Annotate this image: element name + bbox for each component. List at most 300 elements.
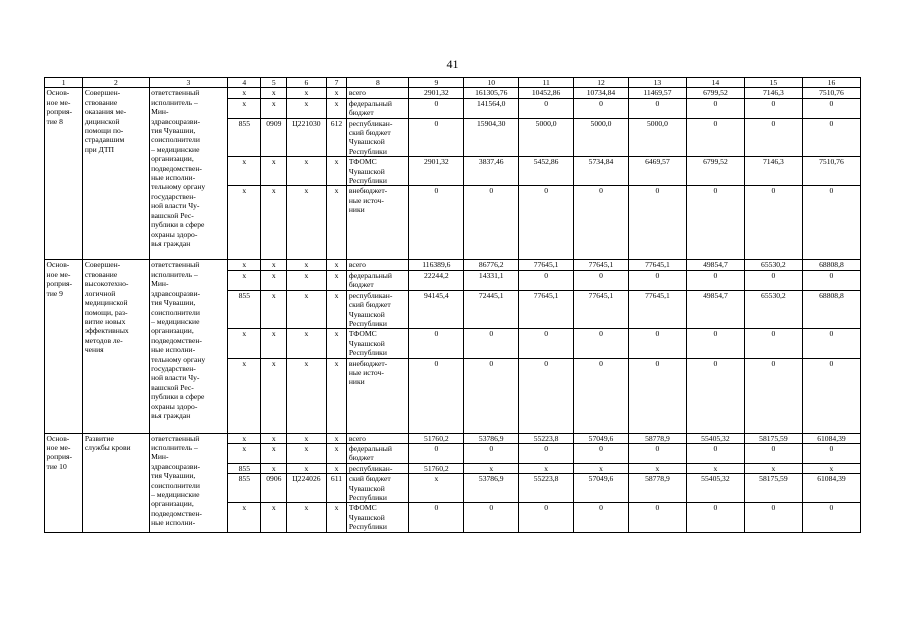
amount-cell: х	[686, 463, 744, 473]
amount-cell: 0	[802, 503, 860, 532]
column-header: 4	[228, 78, 261, 88]
amount-cell: 0	[574, 503, 629, 532]
vr-code-cell: х	[326, 443, 347, 463]
amount-cell: 68808,8	[802, 260, 860, 270]
responsible-cell	[149, 260, 228, 433]
amount-cell: 0	[802, 443, 860, 463]
amount-cell: 0	[574, 270, 629, 290]
amount-cell: 0	[744, 118, 802, 157]
cell-line: бюджет	[348, 280, 374, 290]
cell-line: государствен-	[151, 363, 196, 373]
cell-line: всего	[348, 260, 366, 270]
cell-line: тия Чувашии,	[151, 126, 196, 136]
cell-line: ники	[348, 205, 365, 215]
cell-line: внебюджет-	[348, 186, 388, 196]
column-header: 5	[261, 78, 287, 88]
vr-code-cell: 612	[326, 118, 347, 157]
amount-cell: 58778,9	[628, 433, 686, 443]
cell-line: – медицинские	[151, 144, 200, 154]
cell-line: публики в сфере	[151, 220, 205, 230]
cell-line: Республики	[348, 522, 387, 532]
cell-line: соисполнители	[151, 135, 200, 145]
amount-cell: 0	[686, 503, 744, 532]
cell-line: ной власти Чу-	[151, 201, 200, 211]
cell-line: внебюджет-	[348, 358, 388, 368]
column-header: 6	[287, 78, 326, 88]
amount-cell: 0	[409, 186, 464, 260]
cell-line: ствование	[84, 97, 118, 107]
amount-cell: х	[574, 463, 629, 473]
vr-code-cell: х	[326, 329, 347, 358]
amount-cell: 14331,1	[464, 270, 519, 290]
amount-cell: 0	[686, 118, 744, 157]
column-header: 10	[464, 78, 519, 88]
funding-source-cell	[347, 290, 409, 329]
rzpr-code-cell: 0906	[261, 474, 287, 503]
cell-line: тельному органу	[151, 354, 206, 364]
csr-code-cell: Ц221030	[287, 118, 326, 157]
cell-line: соисполнители	[151, 480, 200, 490]
grbs-code-cell: 855	[228, 463, 261, 473]
grbs-code-cell: х	[228, 98, 261, 118]
cell-line: тие 8	[46, 116, 63, 126]
cell-line: организации,	[151, 326, 194, 336]
cell-line: страдавшим	[84, 135, 125, 145]
vr-code-cell: х	[326, 290, 347, 329]
cell-line: всего	[348, 433, 366, 443]
cell-line: республикан-	[348, 118, 393, 128]
column-header: 12	[574, 78, 629, 88]
amount-cell: 0	[519, 503, 574, 532]
table-row	[45, 433, 861, 443]
column-header: 13	[628, 78, 686, 88]
cell-line: Мин-	[151, 452, 169, 462]
amount-cell: 7510,76	[802, 157, 860, 186]
rzpr-code-cell: х	[261, 463, 287, 473]
amount-cell: 0	[574, 186, 629, 260]
amount-cell: 0	[802, 358, 860, 433]
csr-code-cell: х	[287, 358, 326, 433]
amount-cell: 0	[628, 443, 686, 463]
funding-source-cell	[347, 88, 409, 98]
amount-cell: 53786,9	[464, 474, 519, 503]
amount-cell: 6469,57	[628, 157, 686, 186]
amount-cell: 5734,84	[574, 157, 629, 186]
amount-cell: х	[464, 463, 519, 473]
vr-code-cell: х	[326, 433, 347, 443]
event-name-cell	[83, 88, 149, 260]
rzpr-code-cell: х	[261, 329, 287, 358]
cell-line: ной власти Чу-	[151, 373, 200, 383]
cell-line: Республики	[348, 348, 387, 358]
cell-line: исполнитель –	[151, 97, 198, 107]
amount-cell: 58778,9	[628, 474, 686, 503]
cell-line: ники	[348, 377, 365, 387]
amount-cell: 61084,39	[802, 433, 860, 443]
vr-code-cell: х	[326, 157, 347, 186]
amount-cell: 2901,32	[409, 88, 464, 98]
cell-line: ответственный	[151, 88, 200, 98]
vr-code-cell: 611	[326, 474, 347, 503]
column-header: 1	[45, 78, 83, 88]
csr-code-cell: х	[287, 463, 326, 473]
amount-cell: 0	[409, 98, 464, 118]
cell-line: здравсоцразви-	[151, 116, 201, 126]
column-header: 9	[409, 78, 464, 88]
amount-cell: 77645,1	[519, 260, 574, 270]
cell-line: службы крови	[84, 442, 131, 452]
cell-line: вашской Рес-	[151, 210, 194, 220]
amount-cell: 0	[802, 186, 860, 260]
cell-line: логичной	[84, 288, 116, 298]
amount-cell: 0	[464, 503, 519, 532]
amount-cell: 0	[628, 270, 686, 290]
cell-line: Чувашской	[348, 166, 385, 176]
cell-line: организации,	[151, 499, 194, 509]
amount-cell: 55223,8	[519, 474, 574, 503]
amount-cell: 51760,2	[409, 463, 464, 473]
amount-cell: 0	[409, 358, 464, 433]
cell-line: тие 10	[46, 461, 67, 471]
cell-line: при ДТП	[84, 144, 114, 154]
amount-cell: 0	[686, 186, 744, 260]
cell-line: Основ-	[46, 433, 70, 443]
cell-line: вья граждан	[151, 410, 191, 420]
funding-source-cell	[347, 358, 409, 433]
cell-line: – медицинские	[151, 316, 200, 326]
amount-cell: 61084,39	[802, 474, 860, 503]
amount-cell: 0	[409, 118, 464, 157]
amount-cell: 6799,52	[686, 157, 744, 186]
cell-line: ное ме-	[46, 97, 71, 107]
amount-cell: 55405,32	[686, 474, 744, 503]
cell-line: вья граждан	[151, 238, 191, 248]
amount-cell: 0	[744, 186, 802, 260]
cell-line: роприя-	[46, 279, 73, 289]
cell-line: методов ле-	[84, 335, 123, 345]
amount-cell: 49854,7	[686, 260, 744, 270]
cell-line: Чувашской	[348, 309, 385, 319]
funding-source-cell	[347, 329, 409, 358]
amount-cell: 0	[409, 329, 464, 358]
cell-line: охраны здоро-	[151, 229, 198, 239]
event-name-cell	[83, 433, 149, 532]
cell-line: вашской Рес-	[151, 382, 194, 392]
amount-cell: 0	[686, 329, 744, 358]
amount-cell: 77645,1	[519, 290, 574, 329]
cell-line: ные исполни-	[151, 173, 196, 183]
cell-line: чения	[84, 345, 104, 355]
amount-cell: 0	[409, 443, 464, 463]
column-header: 16	[802, 78, 860, 88]
grbs-code-cell: 855	[228, 118, 261, 157]
cell-line: ное ме-	[46, 442, 71, 452]
amount-cell: 0	[519, 358, 574, 433]
cell-line: витие новых	[84, 316, 126, 326]
amount-cell: 0	[464, 186, 519, 260]
cell-line: Чувашской	[348, 338, 385, 348]
amount-cell: 58175,59	[744, 474, 802, 503]
amount-cell: х	[519, 463, 574, 473]
amount-cell: 0	[464, 358, 519, 433]
csr-code-cell: х	[287, 270, 326, 290]
cell-line: ский бюджет	[348, 300, 391, 310]
amount-cell: 77645,1	[574, 260, 629, 270]
cell-line: – медицинские	[151, 489, 200, 499]
funding-source-cell	[347, 433, 409, 443]
amount-cell: х	[802, 463, 860, 473]
amount-cell: 0	[519, 329, 574, 358]
responsible-cell	[149, 433, 228, 532]
amount-cell: 0	[464, 443, 519, 463]
cell-line: тельному органу	[151, 182, 206, 192]
grbs-code-cell: х	[228, 88, 261, 98]
cell-line: Чувашской	[348, 483, 385, 493]
vr-code-cell: х	[326, 98, 347, 118]
grbs-code-cell: 855	[228, 290, 261, 329]
event-number-cell	[45, 88, 83, 260]
grbs-code-cell: х	[228, 358, 261, 433]
amount-cell: 65530,2	[744, 290, 802, 329]
vr-code-cell: х	[326, 503, 347, 532]
rzpr-code-cell: 0909	[261, 118, 287, 157]
amount-cell: 51760,2	[409, 433, 464, 443]
cell-line: оказания ме-	[84, 107, 127, 117]
column-header: 3	[149, 78, 228, 88]
cell-line: Мин-	[151, 107, 169, 117]
amount-cell: 0	[519, 186, 574, 260]
funding-source-cell	[347, 503, 409, 532]
funding-source-cell	[347, 270, 409, 290]
amount-cell: 2901,32	[409, 157, 464, 186]
amount-cell: 77645,1	[628, 260, 686, 270]
amount-cell: 77645,1	[574, 290, 629, 329]
csr-code-cell: х	[287, 260, 326, 270]
vr-code-cell: х	[326, 186, 347, 260]
amount-cell: 0	[628, 329, 686, 358]
cell-line: медицинской	[84, 298, 128, 308]
column-header: 8	[347, 78, 409, 88]
amount-cell: 0	[574, 329, 629, 358]
cell-line: Совершен-	[84, 88, 121, 98]
rzpr-code-cell: х	[261, 157, 287, 186]
cell-line: Развитие	[84, 433, 114, 443]
cell-line: дицинской	[84, 116, 120, 126]
vr-code-cell: х	[326, 88, 347, 98]
amount-cell: 0	[409, 503, 464, 532]
cell-line: федеральный	[348, 443, 392, 453]
cell-line: охраны здоро-	[151, 401, 198, 411]
cell-line: эффективных	[84, 326, 129, 336]
amount-cell: 0	[802, 329, 860, 358]
column-header: 2	[83, 78, 149, 88]
amount-cell: 72445,1	[464, 290, 519, 329]
amount-cell: х	[628, 463, 686, 473]
budget-table	[44, 77, 861, 533]
funding-source-cell	[347, 463, 409, 473]
cell-line: тия Чувашии,	[151, 471, 196, 481]
cell-line: Республики	[348, 146, 387, 156]
csr-code-cell: х	[287, 503, 326, 532]
cell-line: ТФОМС	[348, 503, 377, 513]
grbs-code-cell: х	[228, 503, 261, 532]
cell-line: помощи по-	[84, 126, 124, 136]
cell-line: Основ-	[46, 88, 70, 98]
vr-code-cell: х	[326, 463, 347, 473]
csr-code-cell: х	[287, 98, 326, 118]
funding-source-cell	[347, 443, 409, 463]
amount-cell: 116389,6	[409, 260, 464, 270]
cell-line: ствование	[84, 269, 118, 279]
amount-cell: 141564,0	[464, 98, 519, 118]
cell-line: Республики	[348, 492, 387, 502]
grbs-code-cell: х	[228, 157, 261, 186]
amount-cell: 161305,76	[464, 88, 519, 98]
cell-line: ский бюджет	[348, 128, 391, 138]
grbs-code-cell: х	[228, 186, 261, 260]
cell-line: бюджет	[348, 453, 374, 463]
page-number: 41	[446, 57, 459, 71]
amount-cell: 7510,76	[802, 88, 860, 98]
amount-cell: 57049,6	[574, 474, 629, 503]
cell-line: Республики	[348, 176, 387, 186]
rzpr-code-cell: х	[261, 433, 287, 443]
amount-cell: 0	[519, 443, 574, 463]
amount-cell: 5000,0	[519, 118, 574, 157]
cell-line: Чувашской	[348, 512, 385, 522]
rzpr-code-cell: х	[261, 186, 287, 260]
amount-cell: 65530,2	[744, 260, 802, 270]
funding-source-cell	[347, 118, 409, 157]
amount-cell: 49854,7	[686, 290, 744, 329]
amount-cell: 0	[686, 270, 744, 290]
column-header: 15	[744, 78, 802, 88]
rzpr-code-cell: х	[261, 270, 287, 290]
funding-source-cell	[347, 474, 409, 503]
amount-cell: 0	[519, 270, 574, 290]
cell-line: ский бюджет	[348, 474, 391, 484]
grbs-code-cell: х	[228, 443, 261, 463]
amount-cell: 57049,6	[574, 433, 629, 443]
cell-line: ные источ-	[348, 195, 384, 205]
cell-line: ное ме-	[46, 269, 71, 279]
cell-line: высокотехно-	[84, 279, 129, 289]
amount-cell: 10452,86	[519, 88, 574, 98]
table-row	[45, 88, 861, 98]
vr-code-cell: х	[326, 358, 347, 433]
csr-code-cell: х	[287, 433, 326, 443]
amount-cell: 0	[686, 443, 744, 463]
csr-code-cell: Ц224026	[287, 474, 326, 503]
amount-cell: 55223,8	[519, 433, 574, 443]
column-header: 7	[326, 78, 347, 88]
cell-line: исполнитель –	[151, 442, 198, 452]
amount-cell: 0	[744, 358, 802, 433]
header-row	[45, 78, 861, 88]
amount-cell: 0	[686, 358, 744, 433]
amount-cell: 0	[628, 186, 686, 260]
grbs-code-cell: х	[228, 433, 261, 443]
amount-cell: 0	[744, 503, 802, 532]
rzpr-code-cell: х	[261, 358, 287, 433]
amount-cell: 5452,86	[519, 157, 574, 186]
cell-line: бюджет	[348, 108, 374, 118]
cell-line: публики в сфере	[151, 392, 205, 402]
amount-cell: 22244,2	[409, 270, 464, 290]
cell-line: соисполнители	[151, 307, 200, 317]
table-row	[45, 260, 861, 270]
amount-cell: 0	[744, 98, 802, 118]
grbs-code-cell: х	[228, 270, 261, 290]
amount-cell: 0	[744, 329, 802, 358]
amount-cell: 6799,52	[686, 88, 744, 98]
cell-line: ответственный	[151, 433, 200, 443]
amount-cell: 0	[802, 270, 860, 290]
amount-cell: 3837,46	[464, 157, 519, 186]
csr-code-cell: х	[287, 290, 326, 329]
amount-cell: 0	[744, 270, 802, 290]
amount-cell: х	[409, 474, 464, 503]
amount-cell: 58175,59	[744, 433, 802, 443]
responsible-cell	[149, 88, 228, 260]
cell-line: роприя-	[46, 107, 73, 117]
cell-line: тие 9	[46, 288, 63, 298]
csr-code-cell: х	[287, 88, 326, 98]
amount-cell: 0	[686, 98, 744, 118]
amount-cell: 0	[574, 98, 629, 118]
cell-line: республикан-	[348, 290, 393, 300]
amount-cell: 0	[574, 358, 629, 433]
amount-cell: 94145,4	[409, 290, 464, 329]
cell-line: всего	[348, 88, 366, 98]
column-header: 14	[686, 78, 744, 88]
funding-source-cell	[347, 157, 409, 186]
column-header: 11	[519, 78, 574, 88]
cell-line: республикан-	[348, 463, 393, 473]
csr-code-cell: х	[287, 186, 326, 260]
amount-cell: 77645,1	[628, 290, 686, 329]
amount-cell: 0	[628, 358, 686, 433]
amount-cell: 0	[802, 118, 860, 157]
amount-cell: 0	[802, 98, 860, 118]
funding-source-cell	[347, 186, 409, 260]
cell-line: Республики	[348, 318, 387, 328]
cell-line: федеральный	[348, 98, 392, 108]
cell-line: тия Чувашии,	[151, 298, 196, 308]
amount-cell: 15904,30	[464, 118, 519, 157]
rzpr-code-cell: х	[261, 503, 287, 532]
amount-cell: 0	[744, 443, 802, 463]
funding-source-cell	[347, 98, 409, 118]
grbs-code-cell: 855	[228, 474, 261, 503]
cell-line: ответственный	[151, 260, 200, 270]
csr-code-cell: х	[287, 157, 326, 186]
cell-line: здравсоцразви-	[151, 461, 201, 471]
cell-line: государствен-	[151, 191, 196, 201]
rzpr-code-cell: х	[261, 290, 287, 329]
cell-line: исполнитель –	[151, 269, 198, 279]
rzpr-code-cell: х	[261, 443, 287, 463]
amount-cell: 0	[628, 503, 686, 532]
grbs-code-cell: х	[228, 329, 261, 358]
funding-source-cell	[347, 260, 409, 270]
cell-line: подведомствен-	[151, 335, 202, 345]
csr-code-cell: х	[287, 329, 326, 358]
cell-line: федеральный	[348, 270, 392, 280]
grbs-code-cell: х	[228, 260, 261, 270]
cell-line: ТФОМС	[348, 157, 377, 167]
cell-line: здравсоцразви-	[151, 288, 201, 298]
